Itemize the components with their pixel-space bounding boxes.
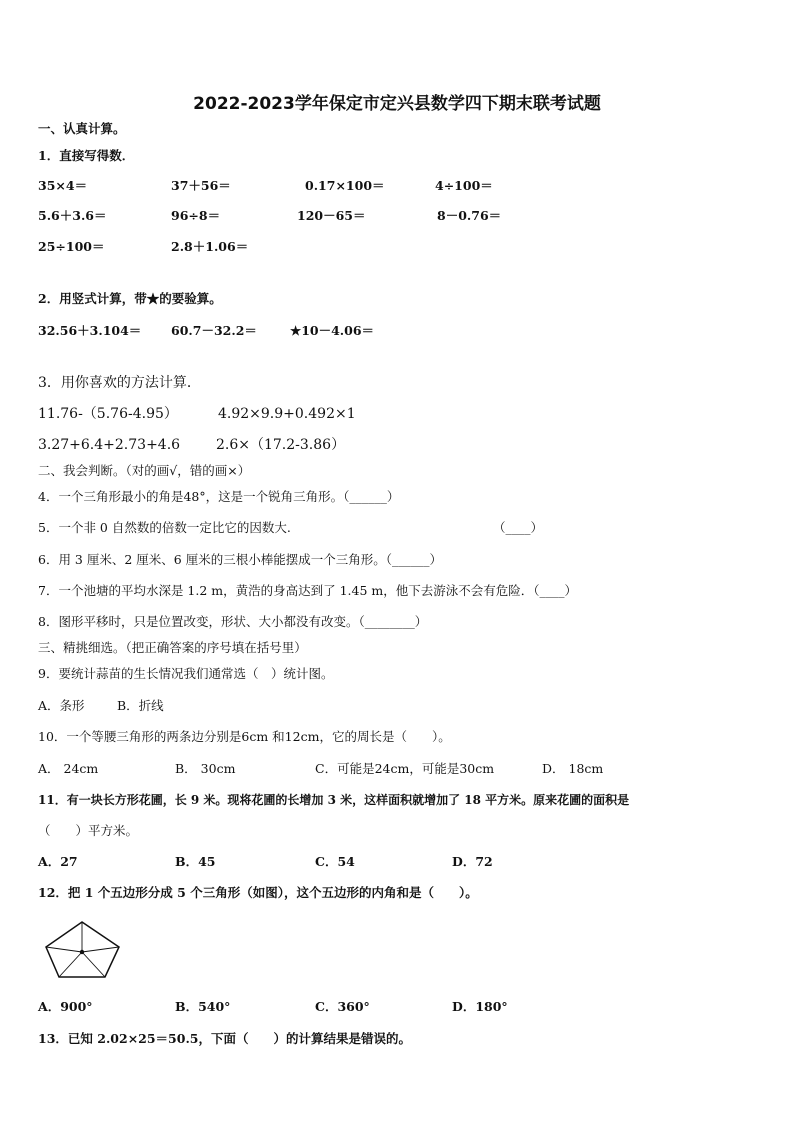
q11-option: C．54: [315, 854, 355, 869]
q3-item: 2.6×（17.2-3.86）: [216, 437, 346, 453]
q12-option: C．360°: [315, 999, 370, 1014]
section-3-heading: 三、精挑细选。（把正确答案的序号填在括号里）: [38, 640, 307, 655]
q1-item: 37＋56＝: [171, 178, 231, 193]
q5-answer-blank[interactable]: （____）: [493, 520, 544, 535]
q1-item: 0.17×100＝: [305, 178, 385, 193]
q2-item: ★10－4.06＝: [290, 323, 375, 338]
q5-text: 5．一个非 0 自然数的倍数一定比它的因数大.: [38, 520, 291, 535]
q1-item: 120－65＝: [297, 208, 366, 223]
q3-item: 3.27+6.4+2.73+4.6: [38, 437, 181, 453]
q1-item: 35×4＝: [38, 178, 88, 193]
q11-option: A．27: [38, 854, 78, 869]
q1-item: 25÷100＝: [38, 239, 105, 254]
q3-label: 3．用你喜欢的方法计算．: [38, 375, 201, 391]
q1-label: 1．直接写得数．: [38, 148, 135, 163]
q10-option: A． 24cm: [38, 761, 99, 776]
q10-option: C．可能是24cm，可能是30cm: [315, 761, 495, 776]
q12-option: A．900°: [38, 999, 93, 1014]
q3-item: 4.92×9.9+0.492×1: [218, 406, 356, 422]
q12-option: D．180°: [452, 999, 508, 1014]
pentagon-outline: [46, 922, 119, 977]
section-2-heading: 二、我会判断。（对的画√，错的画×）: [38, 463, 251, 478]
pentagon-center-point: [80, 950, 84, 954]
q1-item: 8－0.76＝: [437, 208, 502, 223]
section-1-heading: 一、认真计算。: [38, 121, 126, 136]
q8-text: 8．图形平移时，只是位置改变，形状、大小都没有改变。（________）: [38, 614, 428, 629]
q11-option: B．45: [175, 854, 216, 869]
pentagon-figure: [44, 919, 124, 981]
q4-text: 4．一个三角形最小的角是48°，这是一个锐角三角形。（______）: [38, 489, 400, 504]
q7-text: 7．一个池塘的平均水深是 1.2 m，黄浩的身高达到了 1.45 m，他下去游泳不会有危险．（____）: [38, 583, 578, 598]
q1-item: 96÷8＝: [171, 208, 221, 223]
q1-item: 5.6＋3.6＝: [38, 208, 107, 223]
q11-stem: 11．有一块长方形花圃，长 9 米。现将花圃的长增加 3 米，这样面积就增加了 18 平方米。原来花圃的面积是: [38, 793, 630, 807]
q12-stem: 12．把 1 个五边形分成 5 个三角形（如图），这个五边形的内角和是（ ）。: [38, 885, 478, 900]
q3-item: 11.76-（5.76-4.95）: [38, 406, 178, 422]
q1-item: 2.8＋1.06＝: [171, 239, 249, 254]
q1-item: 4÷100＝: [435, 178, 493, 193]
q2-item: 60.7－32.2＝: [171, 323, 257, 338]
q2-item: 32.56＋3.104＝: [38, 323, 142, 338]
q11-stem-continued: （ ）平方米。: [38, 823, 139, 838]
q10-stem: 10．一个等腰三角形的两条边分别是6cm 和12cm，它的周长是（ ）。: [38, 729, 451, 744]
page-title: 2022-2023学年保定市定兴县数学四下期末联考试题: [193, 94, 601, 114]
q10-option: D． 18cm: [542, 761, 604, 776]
q12-option: B．540°: [175, 999, 231, 1014]
q11-option: D．72: [452, 854, 493, 869]
q9-option: B．折线: [117, 698, 164, 713]
q13-stem: 13．已知 2.02×25＝50.5，下面（ ）的计算结果是错误的。: [38, 1031, 412, 1046]
q2-label: 2．用竖式计算，带★的要验算。: [38, 291, 222, 306]
q9-option: A．条形: [38, 698, 85, 713]
q10-option: B． 30cm: [175, 761, 236, 776]
q6-text: 6．用 3 厘米、2 厘米、6 厘米的三根小棒能摆成一个三角形。（______）: [38, 552, 442, 567]
q9-stem: 9．要统计蒜苗的生长情况我们通常选（ ）统计图。: [38, 666, 334, 681]
